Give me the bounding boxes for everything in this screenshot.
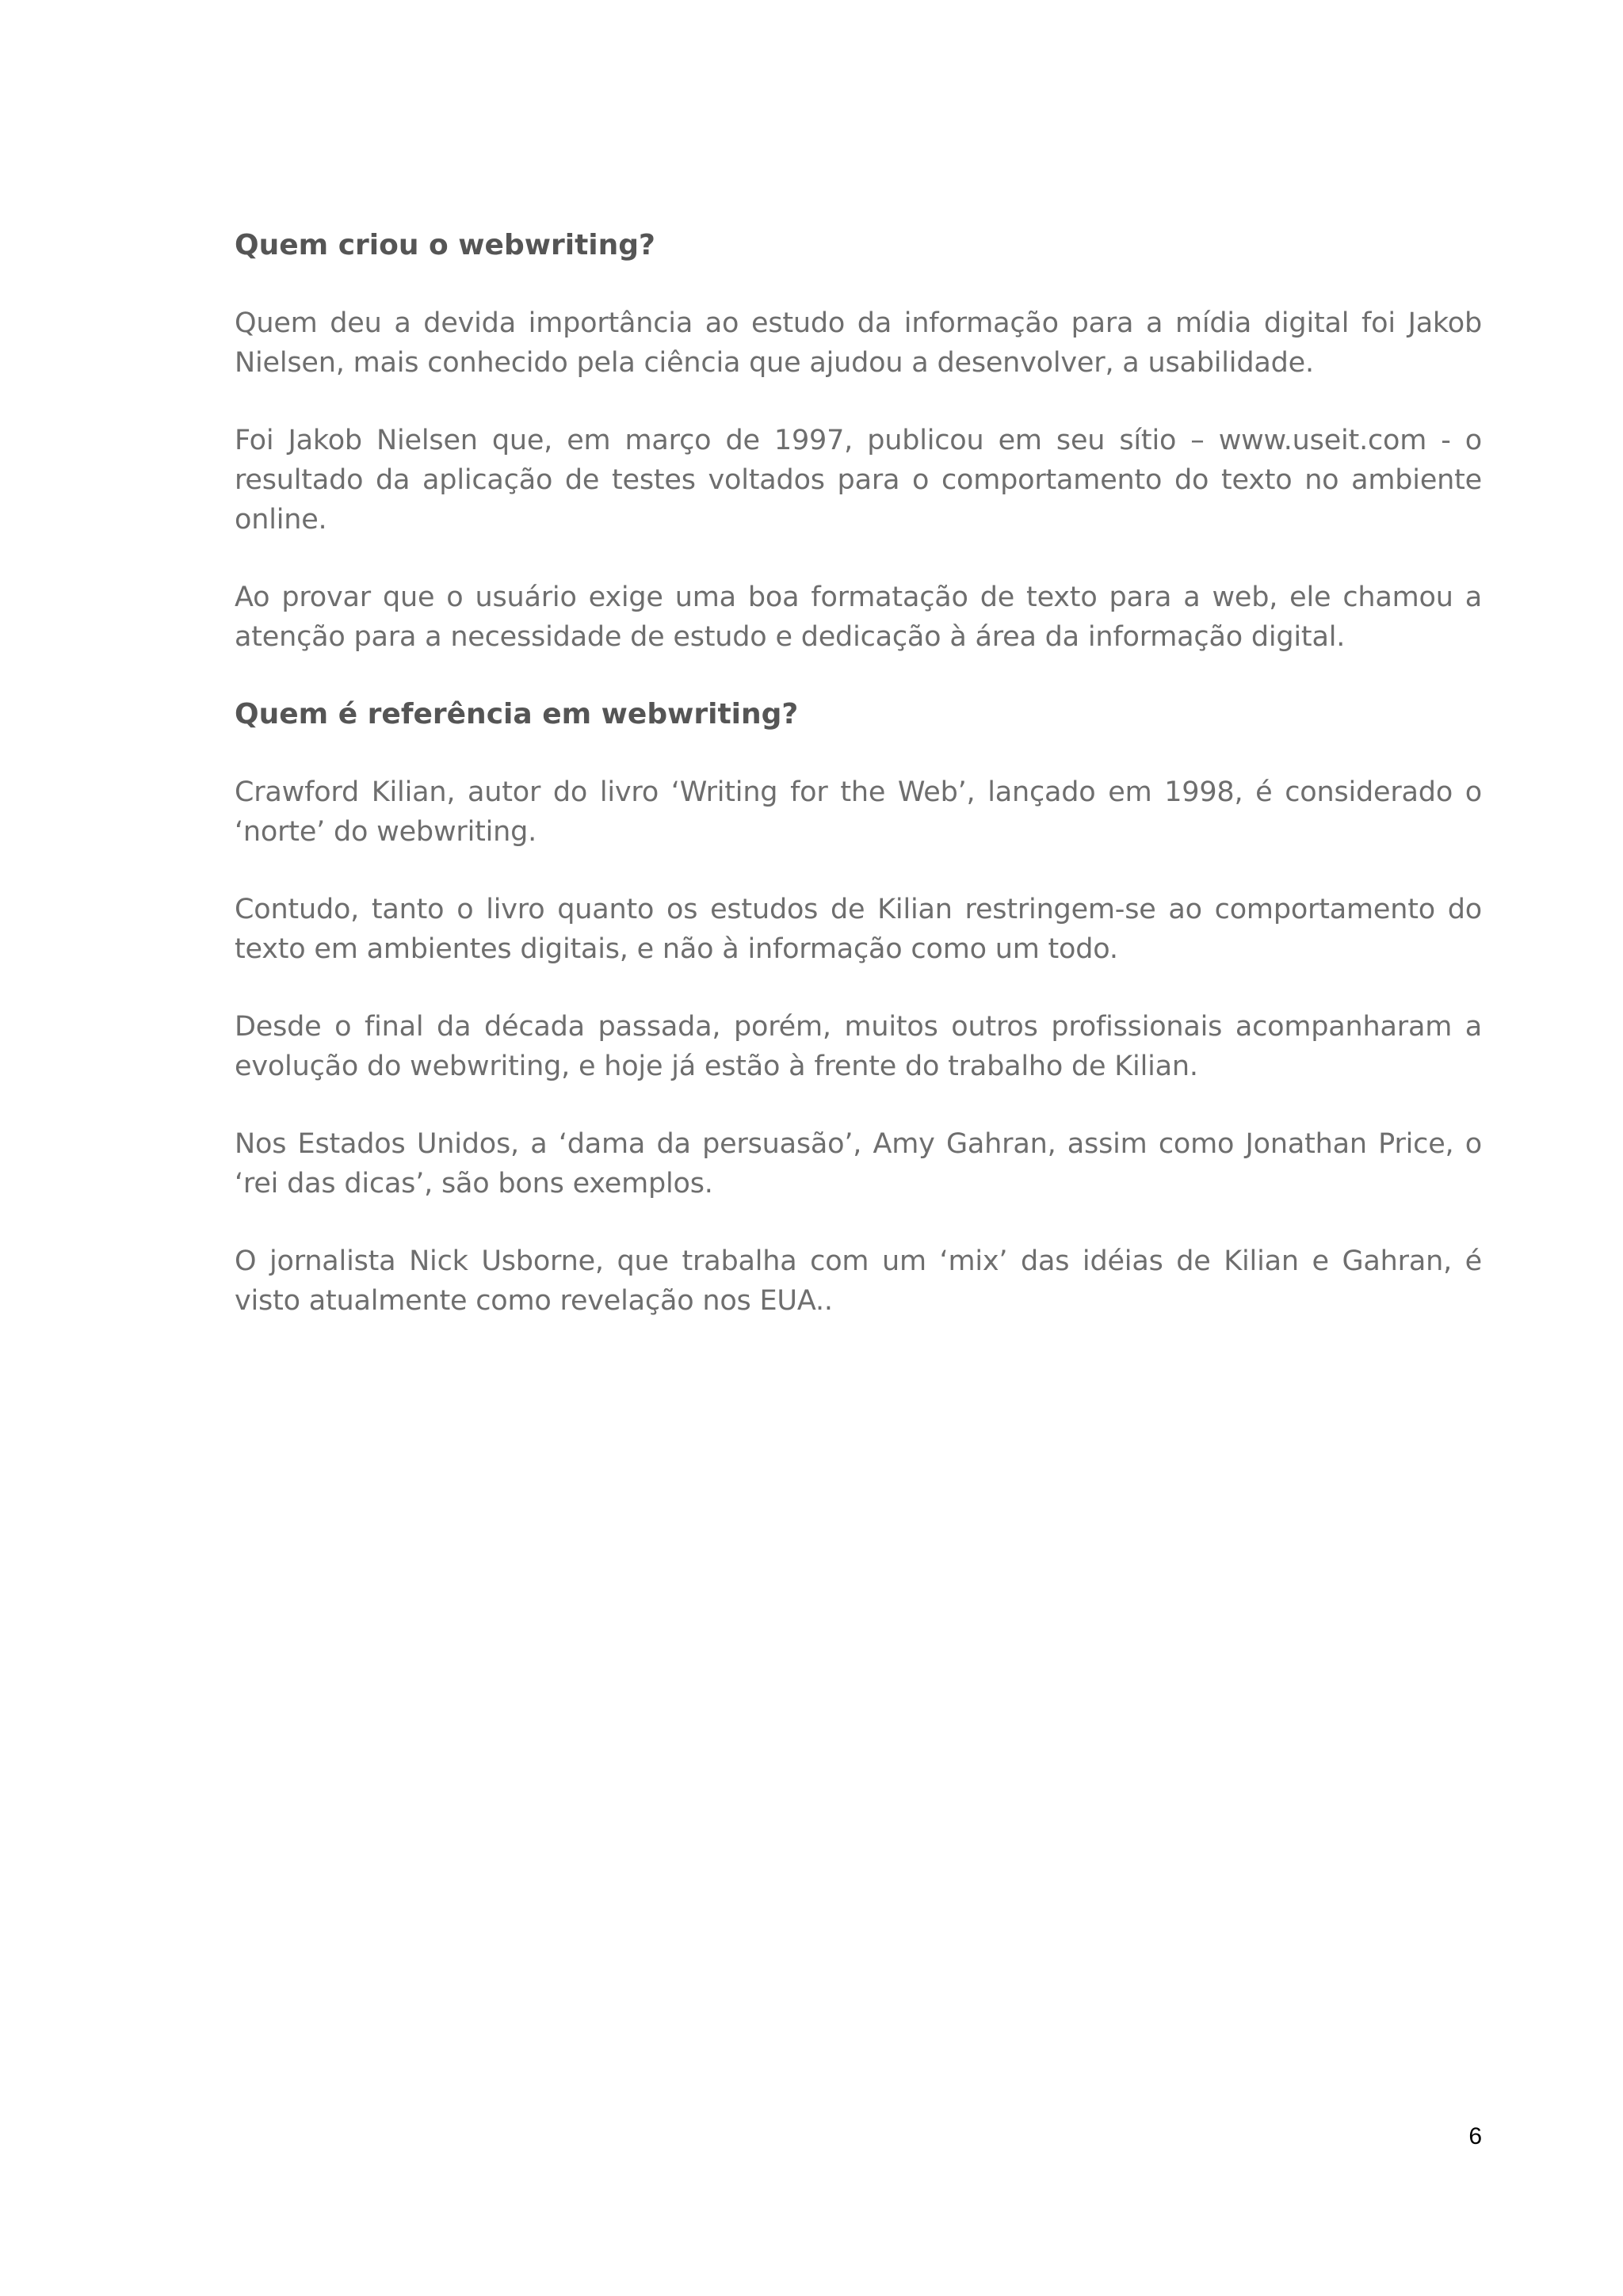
section-heading-reference: Quem é referência em webwriting? (235, 698, 799, 730)
paragraph: Quem deu a devida importância ao estudo da informação para a mídia digital foi Jakob Nielsen, mais conhecido pela ciência que ajudou a desenvolver, a usabilidade. (235, 307, 1482, 379)
paragraph: Contudo, tanto o livro quanto os estudos de Kilian restringem-se ao comportamento do texto em ambientes digitais, e não à informação como um todo. (235, 894, 1482, 965)
paragraph: Ao provar que o usuário exige uma boa formatação de texto para a web, ele chamou a atenção para a necessidade de estudo e dedicação à área da informação digital. (235, 582, 1482, 653)
paragraph: Crawford Kilian, autor do livro ‘Writing for the Web’, lançado em 1998, é considerado o ‘norte’ do webwriting. (235, 776, 1482, 848)
paragraph: Desde o final da década passada, porém, muitos outros profissionais acompanharam a evolução do webwriting, e hoje já estão à frente do trabalho de Kilian. (235, 1011, 1482, 1082)
page-number: 6 (1468, 2123, 1482, 2149)
paragraph: Foi Jakob Nielsen que, em março de 1997, publicou em seu sítio – www.useit.com - o resultado da aplicação de testes voltados para o comportamento do texto no ambiente online. (235, 425, 1482, 536)
section-heading-creator: Quem criou o webwriting? (235, 229, 655, 261)
page-content (235, 226, 1482, 1359)
paragraph: Nos Estados Unidos, a ‘dama da persuasão’, Amy Gahran, assim como Jonathan Price, o ‘rei das dicas’, são bons exemplos. (235, 1128, 1482, 1199)
paragraph: O jornalista Nick Usborne, que trabalha com um ‘mix’ das idéias de Kilian e Gahran, é visto atualmente como revelação nos EUA.. (235, 1245, 1482, 1317)
